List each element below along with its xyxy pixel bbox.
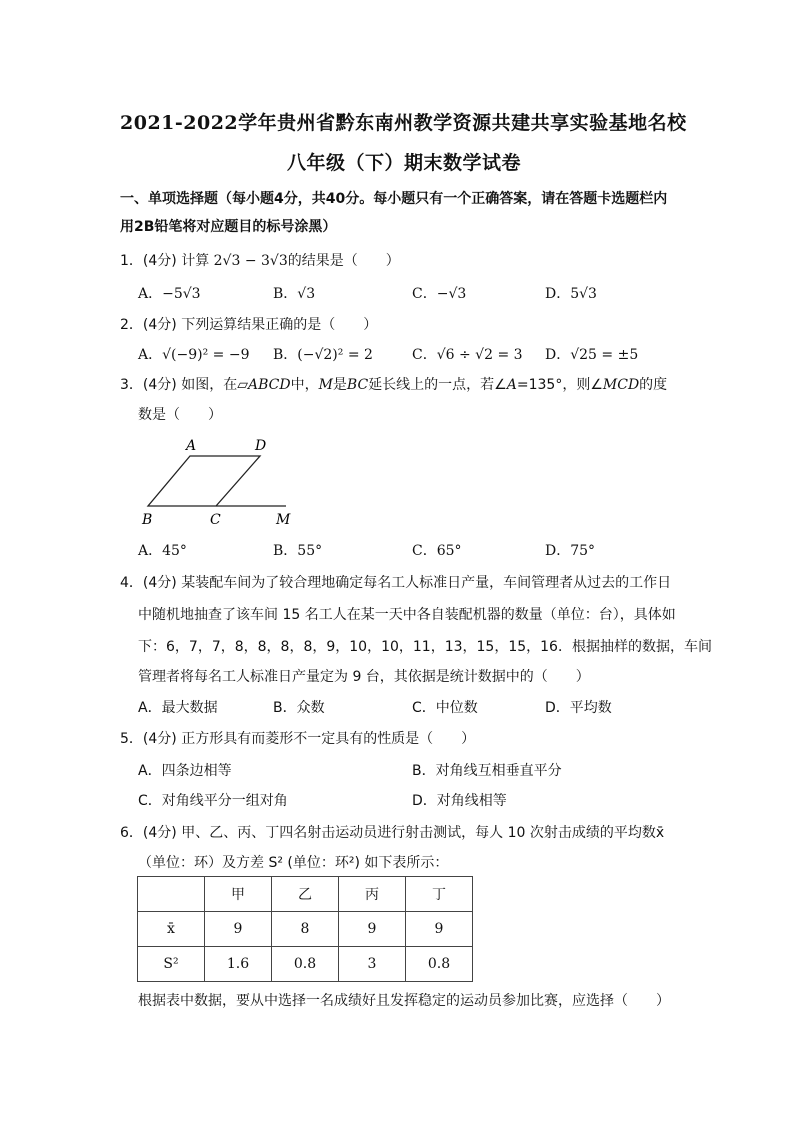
table-cell: 9 [205,912,272,947]
label-d: D [255,438,267,454]
q5-option-d[interactable]: D．对角线相等 [412,793,507,809]
table-cell: 丙 [339,877,406,912]
table-cell: 3 [339,947,406,982]
label-b: B [142,512,153,528]
table-cell: 9 [406,912,473,947]
q4-option-a[interactable]: A．最大数据 [138,700,218,716]
q3-text-d: 延长线上的一点，若∠ [368,377,507,393]
q3-text-b: 中， [290,377,319,393]
question-1 [120,250,400,270]
question-1-suffix: 的结果是（ ） [287,253,400,269]
q3-bc: BC [346,377,369,393]
question-6-line2: （单位：环）及方差 S² (单位：环²) 如下表所示： [138,855,449,871]
question-3-cont: 数是（ ） [138,407,222,423]
stats-table [137,876,473,982]
q2-option-c[interactable]: C．√6 ÷ √2 = 3 [412,347,523,363]
q1-option-a[interactable]: A．−5√3 [138,286,201,302]
paper-title-line2: 八年级（下）期末数学试卷 [287,152,522,174]
table-cell: 丁 [406,877,473,912]
q2-option-d[interactable]: D．√25 = ±5 [545,347,639,363]
table-cell: 9 [339,912,406,947]
q5-option-b[interactable]: B．对角线互相垂直平分 [412,763,562,779]
question-3 [120,374,667,394]
label-a: A [186,438,197,454]
label-m: M [276,512,291,528]
question-1-prefix: 1．(4分) 计算 [120,253,214,269]
table-cell: S² [138,947,205,982]
question-6-line3: 根据表中数据，要从中选择一名成绩好且发挥稳定的运动员参加比赛，应选择（ ） [138,993,670,1009]
table-row [138,912,473,947]
table-cell: 乙 [272,877,339,912]
section-header: 一、单项选择题（每小题4分，共40分。每小题只有一个正确答案，请在答题卡选题栏内 [120,191,668,207]
q2-option-a[interactable]: A．√(−9)² = −9 [138,347,250,363]
q1-option-b[interactable]: B．√3 [273,286,316,302]
table-cell: 8 [272,912,339,947]
table-header-row [138,877,473,912]
q4-option-c[interactable]: C．中位数 [412,700,478,716]
label-c: C [210,512,221,528]
q3-text-e: =135°，则∠ [516,377,603,393]
q4-option-b[interactable]: B．众数 [273,700,325,716]
q1-option-c[interactable]: C．−√3 [412,286,467,302]
question-6-line1: 6．(4分) 甲、乙、丙、丁四名射击运动员进行射击测试，每人 10 次射击成绩的平均数x̄ [120,825,665,841]
q3-text-a: 3．(4分) 如图，在▱ [120,377,248,393]
q3-option-b[interactable]: B．55° [273,543,323,559]
question-1-expression: 2√3 − 3√3 [213,253,288,269]
q3-text-c: 是 [332,377,347,393]
q3-mcd: MCD [602,377,640,393]
q3-a: A [506,377,517,393]
parallelogram-figure [138,432,308,532]
q3-option-c[interactable]: C．65° [412,543,462,559]
parallelogram-shape [148,456,260,506]
q3-abcd: ABCD [247,377,291,393]
table-cell: 0.8 [406,947,473,982]
question-4-line1: 4．(4分) 某装配车间为了较合理地确定每名工人标准日产量，车间管理者从过去的工作日 [120,575,672,591]
question-2: 2．(4分) 下列运算结果正确的是（ ） [120,317,378,333]
question-4-line4: 管理者将每名工人标准日产量定为 9 台，其依据是统计数据中的（ ） [138,669,590,685]
question-5: 5．(4分) 正方形具有而菱形不一定具有的性质是（ ） [120,731,476,747]
section-header-cont: 用2B铅笔将对应题目的标号涂黑） [120,219,337,235]
q3-option-d[interactable]: D．75° [545,543,596,559]
q3-text-f: 的度 [639,377,668,393]
q4-option-d[interactable]: D．平均数 [545,700,612,716]
question-4-line2: 中随机地抽查了该车间 15 名工人在某一天中各自装配机器的数量（单位：台），具体如 [138,607,676,623]
q2-option-b[interactable]: B．(−√2)² = 2 [273,347,373,363]
table-cell: 0.8 [272,947,339,982]
table-cell: x̄ [138,912,205,947]
table-cell: 甲 [205,877,272,912]
table-cell: 1.6 [205,947,272,982]
q5-option-a[interactable]: A．四条边相等 [138,763,232,779]
table-row [138,947,473,982]
table-cell [138,877,205,912]
q5-option-c[interactable]: C．对角线平分一组对角 [138,793,288,809]
q3-option-a[interactable]: A．45° [138,543,187,559]
q3-m: M [318,377,333,393]
paper-title-line1: 2021-2022学年贵州省黔东南州教学资源共建共享实验基地名校 [120,112,687,134]
q1-option-d[interactable]: D．5√3 [545,286,597,302]
question-4-line3: 下：6，7，7，8，8，8，8，9，10，10，11，13，15，15，16．根据抽样的数据，车间 [138,639,712,655]
